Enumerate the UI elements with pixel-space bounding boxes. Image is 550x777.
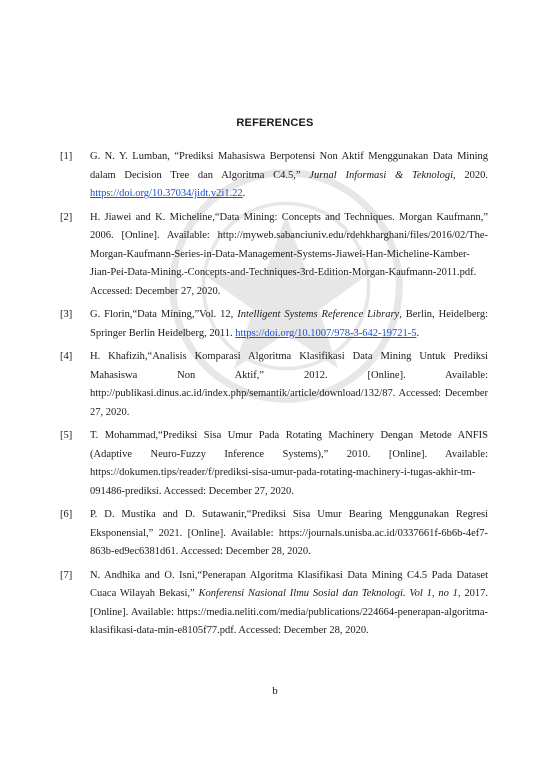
- reference-text: G. N. Y. Lumban, “Prediksi Mahasiswa Berpotensi Non Aktif Menggunakan Data Mining dalam Decision Tree dan Algoritma C4.5,” Jurnal Informasi & Teknologi, 2020. https://doi.org/10.37034/jidt.v2i1.22.: [90, 151, 488, 199]
- reference-number: [4]: [60, 351, 73, 362]
- doi-link[interactable]: https://doi.org/10.1007/978-3-642-19721-5: [235, 327, 417, 339]
- reference-text: G. Florin,“Data Mining,”Vol. 12, Intelligent Systems Reference Library, Berlin, Heidelberg: Springer Berlin Heidelberg, 2011. https://doi.org/10.1007/978-3-642-19721-5.: [90, 309, 488, 339]
- references-heading: REFERENCES: [236, 117, 314, 129]
- reference-number: [2]: [60, 211, 73, 223]
- reference-item: [60, 306, 488, 343]
- reference-text: H. Jiawei and K. Micheline,“Data Mining: Concepts and Techniques. Morgan Kaufmann,” 2006. [Online]. Available: http://myweb.sabanciuniv.edu/rdehkharghani/files/2016/02/The-Morgan-Kaufmann-Series-in-Data-Management-Systems-Jiawei-Han-Micheline-Kamber-Jian-Pei-Data-Mining.-Concepts-and-Techniques-3rd-Edition-Morgan-Kaufmann-2011.pdf. Accessed: December 27, 2020.: [90, 211, 488, 297]
- reference-text: N. Andhika and O. Isni,“Penerapan Algoritma Klasifikasi Data Mining C4.5 Pada Dataset Cuaca Wilayah Bekasi,” Konferensi Nasional Ilmu Sosial dan Teknologi. Vol 1, no 1, 2017. [Online]. Available: https://media.neliti.com/media/publications/224664-penerapan-algoritma-klasifikasi-data-min-e8105f77.pdf. Accessed: December 28, 2020.: [90, 569, 489, 636]
- reference-item: [60, 506, 488, 562]
- reference-item: [60, 348, 488, 422]
- reference-item: [60, 148, 488, 204]
- reference-number: [6]: [60, 509, 73, 520]
- reference-text: H. Khafizih,“Analisis Komparasi Algoritma Klasifikasi Data Mining Untuk Prediksi Mahasiswa Non Aktif,” 2012. [Online]. Available: http://publikasi.dinus.ac.id/index.php/semantik/article/download/132/87. Accessed: December 27, 2020.: [90, 351, 488, 418]
- reference-item: [60, 427, 488, 501]
- reference-text: T. Mohammad,“Prediksi Sisa Umur Pada Rotating Machinery Dengan Metode ANFIS (Adaptive Neuro-Fuzzy Inference Systems),” 2010. [Online]. Available: https://dokumen.tips/reader/f/prediksi-sisa-umur-pada-rotating-machinery-i-tugas-akhir-tm-091486-prediksi. Accessed: December 27, 2020.: [90, 430, 488, 497]
- reference-text: P. D. Mustika and D. Sutawanir,“Prediksi Sisa Umur Bearing Menggunakan Regresi Eksponensial,” 2021. [Online]. Available: https://journals.unisba.ac.id/0337661f-6b6b-4ef7-863b-ed9ec6381d61. Accessed: December 28, 2020.: [90, 509, 488, 557]
- reference-list: [60, 148, 488, 646]
- page-number: b: [272, 685, 278, 697]
- reference-number: [3]: [60, 309, 73, 320]
- reference-item: [60, 567, 488, 641]
- doi-link[interactable]: https://doi.org/10.37034/jidt.v2i1.22: [90, 188, 243, 199]
- reference-number: [7]: [60, 569, 73, 581]
- reference-number: [1]: [60, 151, 73, 162]
- reference-item: [60, 209, 488, 302]
- reference-number: [5]: [60, 430, 73, 441]
